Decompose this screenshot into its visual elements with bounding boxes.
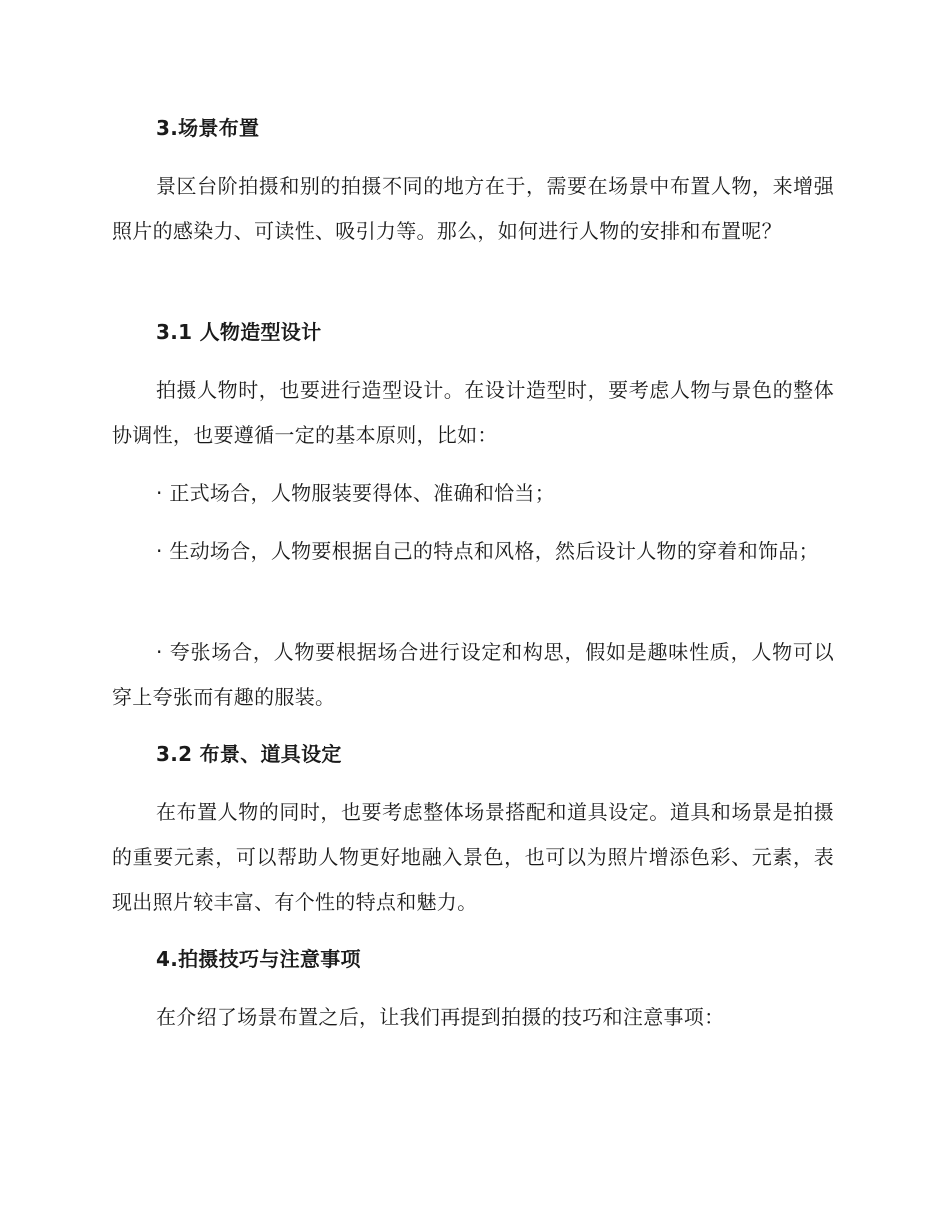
section-heading-3: 3.场景布置 xyxy=(156,116,260,140)
paragraph-props-setting: 在布置人物的同时，也要考虑整体场景搭配和道具设定。道具和场景是拍摄的重要元素，可以帮助人物更好地融入景色，也可以为照片增添色彩、元素，表现出照片较丰富、有个性的特点和魅力。 xyxy=(112,800,834,914)
bullet-lively-occasion: · 生动场合，人物要根据自己的特点和风格，然后设计人物的穿着和饰品； xyxy=(156,539,819,563)
bullet-formal-occasion: · 正式场合，人物服装要得体、准确和恰当； xyxy=(156,481,556,505)
section-heading-4: 4.拍摄技巧与注意事项 xyxy=(156,947,361,971)
paragraph-techniques-intro: 在介绍了场景布置之后，让我们再提到拍摄的技巧和注意事项： xyxy=(156,1005,725,1029)
section-heading-3-1: 3.1 人物造型设计 xyxy=(156,320,322,344)
paragraph-costume-design: 拍摄人物时，也要进行造型设计。在设计造型时，要考虑人物与景色的整体协调性，也要遵循一定的基本原则，比如： xyxy=(112,378,834,447)
section-heading-3-2: 3.2 布景、道具设定 xyxy=(156,742,342,766)
paragraph-scene-intro: 景区台阶拍摄和别的拍摄不同的地方在于，需要在场景中布置人物，来增强照片的感染力、可读性、吸引力等。那么，如何进行人物的安排和布置呢？ xyxy=(112,174,834,243)
bullet-exaggerated-occasion: · 夸张场合，人物要根据场合进行设定和构思，假如是趣味性质，人物可以穿上夸张而有趣的服装。 xyxy=(112,640,834,709)
